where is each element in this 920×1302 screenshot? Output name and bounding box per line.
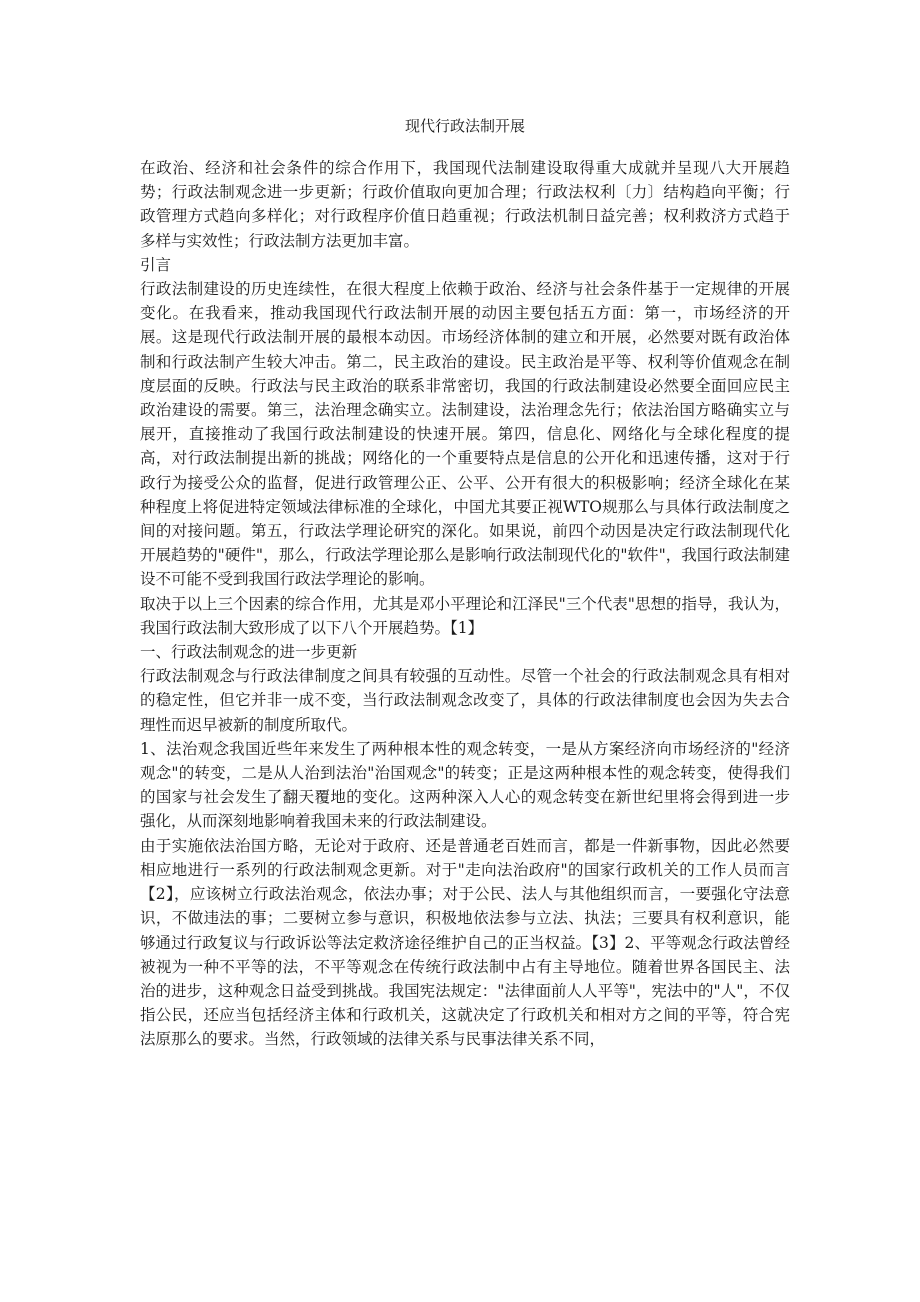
document-title: 现代行政法制开展 [404, 117, 525, 135]
document-page [140, 112, 790, 1052]
paragraph-abstract: 在政治、经济和社会条件的综合作用下，我国现代法制建设取得重大成就并呈现八大开展趋势；行政法制观念进一步更新；行政价值取向更加合理；行政法权利〔力〕结构趋向平衡；行政管理方式趋向多样化；对行政程序价值日趋重视；行政法机制日益完善；权利救济方式趋于多样与实效性；行政法制方法更加丰富。 [140, 159, 790, 250]
paragraph-legal-concept: 行政法制观念与行政法律制度之间具有较强的互动性。尽管一个社会的行政法制观念具有相对的稳定性，但它并非一成不变，当行政法制观念改变了，具体的行政法律制度也会因为失去合理性而迟早被新的制度所取代。 [140, 667, 790, 734]
paragraph-rule-of-law-concept: 1、法治观念我国近些年来发生了两种根本性的观念转变，一是从方案经济向市场经济的"经济观念"的转变，二是从人治到法治"治国观念"的转变；正是这两种根本性的观念转变，使得我们的国家与社会发生了翻天覆地的变化。这两种深入人心的观念转变在新世纪里将会得到进一步强化，从而深刻地影响着我国未来的行政法制建设。 [140, 739, 790, 831]
heading-section-one: 一、行政法制观念的进一步更新 [140, 643, 358, 662]
paragraph-driving-factors: 行政法制建设的历史连续性，在很大程度上依赖于政治、经济与社会条件基于一定规律的开展变化。在我看来，推动我国现代行政法制开展的动因主要包括五方面：第一，市场经济的开展。这是现代行政法制开展的最根本动因。市场经济体制的建立和开展，必然要对既有政治体制和行政法制产生较大冲击。第二，民主政治的建设。民主政治是平等、权利等价值观念在制度层面的反映。行政法与民主政治的联系非常密切，我国的行政法制建设必然要全面回应民主政治建设的需要。第三，法治理念确实立。法制建设，法治理念先行；依法治国方略确实立与展开，直接推动了我国行政法制建设的快速开展。第四，信息化、网络化与全球化程度的提高，对行政法制提出新的挑战；网络化的一个重要特点是信息的公开化和迅速传播，这对于行政行为接受公众的监督，促进行政管理公正、公平、公开有很大的积极影响；经济全球化在某种程度上将促进特定领域法律标准的全球化，中国尤其要正视WTO规那么与具体行政法制度之间的对接问题。第五，行政法学理论研究的深化。如果说，前四个动因是决定行政法制现代化开展趋势的"硬件"，那么，行政法学理论那么是影响行政法制现代化的"软件"，我国行政法制建设不可能不受到我国行政法学理论的影响。 [140, 280, 790, 589]
paragraph-eight-trends: 取决于以上三个因素的综合作用，尤其是邓小平理论和江泽民"三个代表"思想的指导，我认为，我国行政法制大致形成了以下八个开展趋势。【1】 [140, 594, 790, 637]
heading-introduction: 引言 [140, 255, 172, 274]
paragraph-equality-concept: 由于实施依法治国方略，无论对于政府、还是普通老百姓而言，都是一件新事物，因此必然要相应地进行一系列的行政法制观念更新。对于"走向法治政府"的国家行政机关的工作人员而言【2】，应该树立行政法治观念，依法办事；对于公民、法人与其他组织而言，一要强化守法意识，不做违法的事；二要树立参与意识，积极地依法参与立法、执法；三要具有权利意识，能够通过行政复议与行政诉讼等法定救济途径维护自己的正当权益。【3】2、平等观念行政法曾经被视为一种不平等的法，不平等观念在传统行政法制中占有主导地位。随着世界各国民主、法治的进步，这种观念日益受到挑战。我国宪法规定："法律面前人人平等"，宪法中的"人"，不仅指公民，还应当包括经济主体和行政机关，这就决定了行政机关和相对方之间的平等，符合宪法原那么的要求。当然，行政领域的法律关系与民事法律关系不同， [140, 836, 790, 1049]
